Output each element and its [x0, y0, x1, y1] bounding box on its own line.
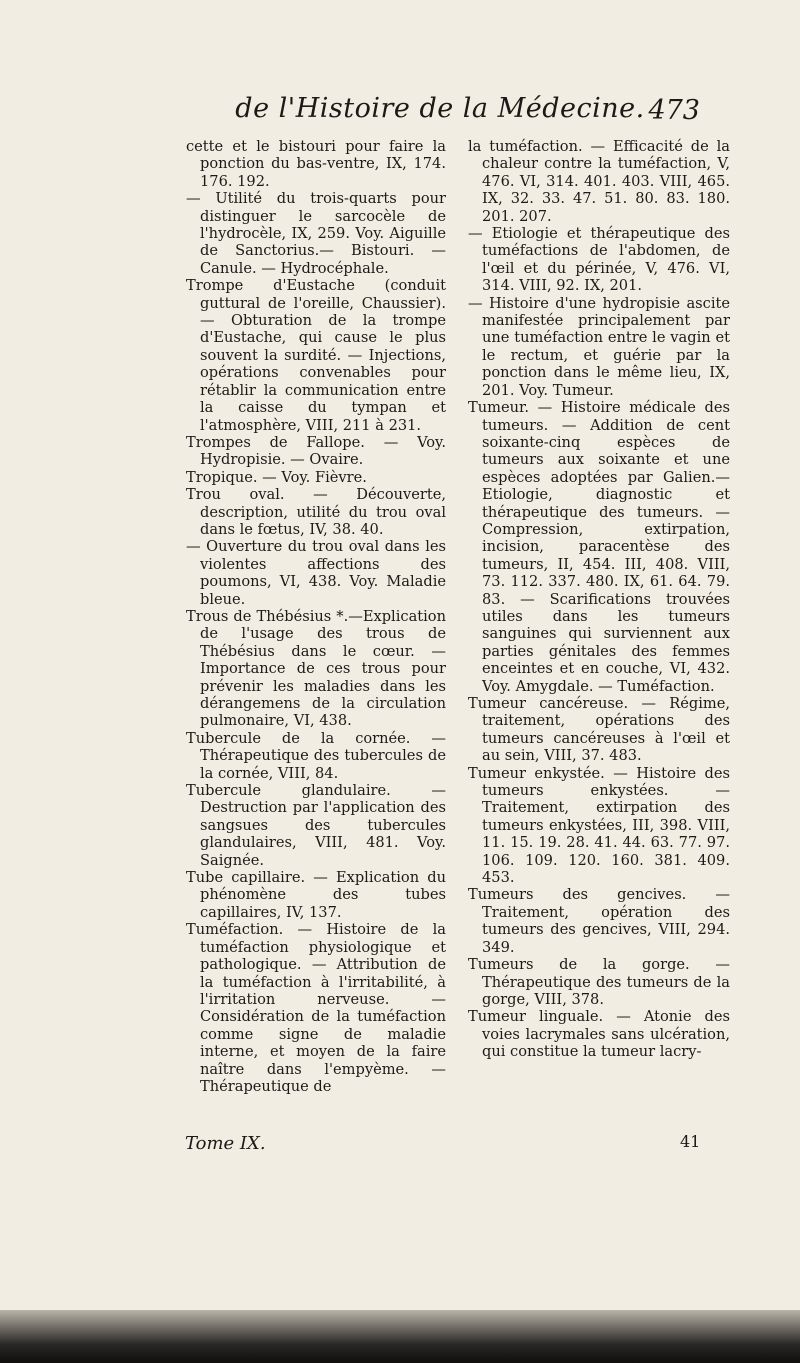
index-entry: Trompes de Fallope. — Voy. Hydropisie. — Ovaire.: [186, 433, 446, 469]
running-title: de l'Histoire de la Médecine.: [235, 93, 645, 124]
index-entry: Trompe d'Eustache (conduit guttural de l'oreille, Chaussier). — Obturation de la trompe d'Eustache, qui cause le plus souvent la surdité. — Injections, opérations convenables pour rétablir la communication entre la caisse du tympan et l'atmosphère, VIII, 211 à 231.: [186, 277, 446, 434]
volume-footer: Tome IX.: [185, 1133, 266, 1154]
index-entry: — Ouverture du trou oval dans les violentes affections des poumons, VI, 438. Voy. Maladie bleue.: [186, 538, 446, 608]
page-number: 473: [648, 95, 700, 126]
index-entry: Tropique. — Voy. Fièvre.: [186, 468, 367, 486]
index-entry: Tuméfaction. — Histoire de la tuméfaction physiologique et pathologique. — Attribution de la tuméfaction à l'irritabilité, à l'irritation nerveuse. — Considération de la tuméfaction comme signe de maladie interne, et moyen de la faire naître dans l'empyème. — Thérapeutique de: [186, 921, 446, 1095]
index-entry: Tumeurs des gencives. — Traitement, opération des tumeurs des gencives, VIII, 294. 349.: [468, 886, 730, 956]
signature-mark: 41: [680, 1132, 701, 1151]
index-entry: Tumeur. — Histoire médicale des tumeurs. — Addition de cent soixante-cinq espèces de tumeurs aux soixante et une espèces adoptées par Galien.—Etiologie, diagnostic et thérapeutique des tumeurs. — Compression, extirpation, incision, paracentèse des tumeurs, II, 454. III, 408. VIII, 73. 112. 337. 480. IX, 61. 64. 79. 83. — Scarifications trouvées utiles dans les tumeurs sanguines qui surviennent aux parties génitales des femmes enceintes et en couche, VI, 432. Voy. Amygdale. — Tuméfaction.: [468, 399, 730, 695]
index-entry: Tubercule glandulaire. — Destruction par l'application des sangsues des tubercules glandulaires, VIII, 481. Voy. Saignée.: [186, 782, 446, 869]
binding-edge: [0, 1310, 800, 1363]
index-entry: — Histoire d'une hydropisie ascite manifestée principalement par une tuméfaction entre le vagin et le rectum, et guérie par la ponction dans le même lieu, IX, 201. Voy. Tumeur.: [468, 294, 730, 399]
index-entry: la tuméfaction. — Efficacité de la chaleur contre la tuméfaction, V, 476. VI, 314. 401. 403. VIII, 465. IX, 32. 33. 47. 51. 80. 83. 180. 201. 207.: [468, 138, 730, 225]
page-header: [120, 93, 700, 133]
index-entry: cette et le bistouri pour faire la ponction du bas-ventre, IX, 174. 176. 192.: [186, 138, 446, 190]
index-entry: Tumeur linguale. — Atonie des voies lacrymales sans ulcération, qui constitue la tumeur lacry-: [468, 1008, 730, 1061]
index-entry: Tube capillaire. — Explication du phénomène des tubes capillaires, IV, 137.: [186, 869, 446, 921]
index-entry: Tumeur enkystée. — Histoire des tumeurs enkystées. — Traitement, extirpation des tumeurs enkystées, III, 398. VIII, 11. 15. 19. 28. 41. 44. 63. 77. 97. 106. 109. 120. 160. 381. 409. 453.: [468, 764, 730, 887]
right-column: [468, 138, 730, 1061]
index-entry: Tubercule de la cornée. — Thérapeutique des tubercules de la cornée, VIII, 84.: [186, 729, 446, 782]
index-entry: — Etiologie et thérapeutique des tuméfactions de l'abdomen, de l'œil et du périnée, V, 476. VI, 314. VIII, 92. IX, 201.: [468, 225, 730, 295]
index-entry: — Utilité du trois-quarts pour distinguer le sarcocèle de l'hydrocèle, IX, 259. Voy. Aiguille de Sanctorius.— Bistouri. — Canule. — Hydrocéphale.: [186, 190, 446, 277]
index-entry: Tumeurs de la gorge. — Thérapeutique des tumeurs de la gorge, VIII, 378.: [468, 956, 730, 1008]
index-entry: Trou oval. — Découverte, description, utilité du trou oval dans le fœtus, IV, 38. 40.: [186, 486, 446, 538]
index-entry: Trous de Thébésius *.—Explication de l'usage des trous de Thébésius dans le cœur. — Importance de ces trous pour prévenir les maladies dans les dérangemens de la circulation pulmonaire, VI, 438.: [186, 607, 446, 730]
left-column: [186, 138, 446, 1095]
index-entry: Tumeur cancéreuse. — Régime, traitement, opérations des tumeurs cancéreuses à l'œil et au sein, VIII, 37. 483.: [468, 695, 730, 765]
